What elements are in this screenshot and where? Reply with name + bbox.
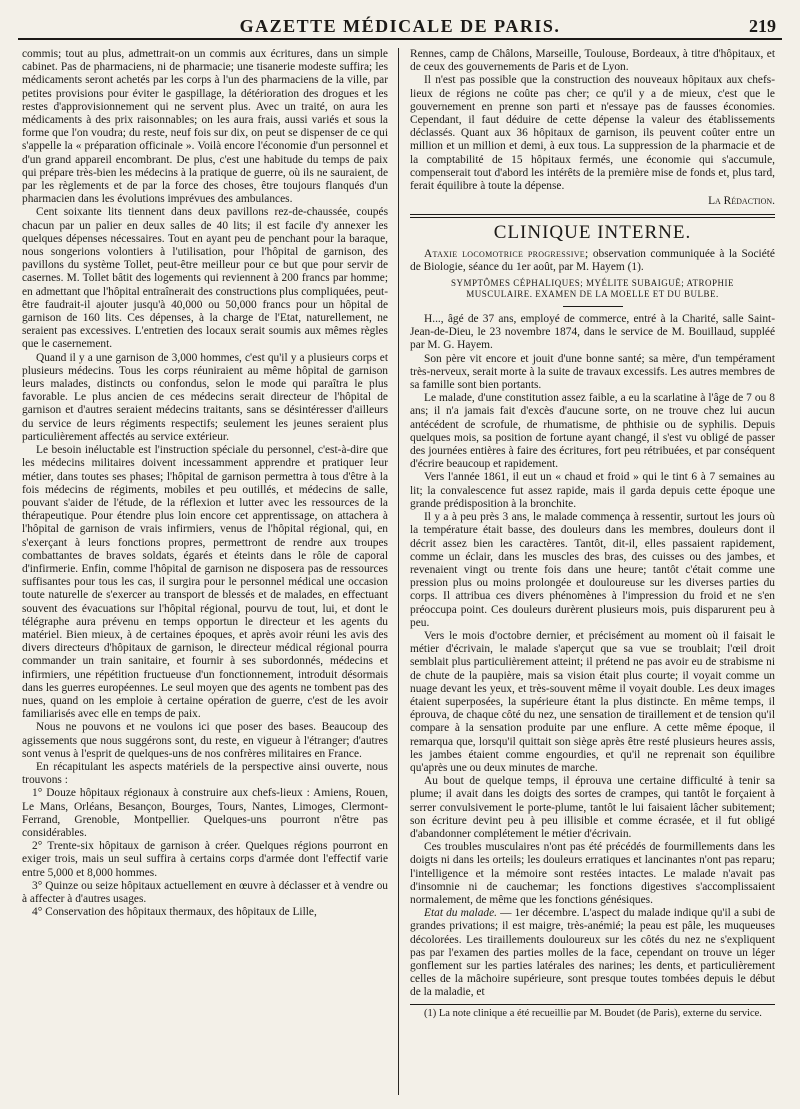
paragraph: H..., âgé de 37 ans, employé de commerce, entré à la Charité, salle Saint-Jean-de-Dieu, le 23 novembre 1874, dans le service de M. Bouillaud, suppléé par M. G. Hayem. [410, 313, 775, 352]
paragraph: Cent soixante lits tiennent dans deux pavillons rez-de-chaussée, coupés chacun par un palier en deux salles de 40 lits; il est facile d'y annexer les quelques dépenses nécessaires. Tout en ayant peu de penchant pour la baraque, nous songerions volontiers à l'utilisation, pour l'hôpital de garnison, des pavillons du système Tollet, peut-être meilleur pour ce but que pour servir de casernes. M. Tollet bâtit des logements qui reviennent à 200 francs par homme; en admettant que l'hôpital entraînerait des constructions plus compliquées, peut-être faudrait-il ajouter jusqu'à 40,000 ou 50,000 francs pour un hôpital de garnison de 160 lits. Ces dépenses, à la charge de l'Etat, naturellement, ne seraient pas excessives. L'entretien des locaux serait soumis aux mêmes règles que le casernement. [22, 206, 388, 351]
list-item: 1° Douze hôpitaux régionaux à construire aux chefs-lieux : Amiens, Rouen, Le Mans, Orléans, Besançon, Bourges, Tours, Nantes, Limoges, Clermont-Ferrand, Grenoble, Montpellier. Quelques-uns pourront n'être pas considérables. [22, 787, 388, 839]
list-item: 3° Quinze ou seize hôpitaux actuellement en œuvre à déclasser et à vendre ou à affecter à d'autres usages. [22, 879, 388, 905]
paragraph: En récapitulant les aspects matériels de la perspective ainsi ouverte, nous trouvons : [22, 760, 388, 787]
subheading-rule [563, 306, 623, 307]
page-number: 219 [749, 16, 776, 36]
column-divider [398, 48, 399, 1095]
paragraph: Ces troubles musculaires n'ont pas été précédés de fourmillements dans les doigts ni dans les orteils; les douleurs erratiques et lancinantes n'ont pas reparu; l'intelligence et la mémoire sont restées intactes. Le malade n'avait pas d'insomnie ni de cauchemar; les fonctions digestives s'accomplissaient normalement, de même que les fonctions génésiques. [410, 841, 775, 906]
paragraph: Le malade, d'une constitution assez faible, a eu la scarlatine à l'âge de 7 ou 8 ans; il n'a jamais fait d'excès d'aucune sorte, on ne trouve chez lui aucun antécédent de scrofule, de rhumatisme, de phthisie ou de syphilis. Depuis quelques mois, sa position de fortune ayant changé, il s'est vu obligé de passer des journées entières à faire des écritures, fort peu rétribuées, et par conséquent d'écrire beaucoup et rapidement. [410, 392, 775, 471]
paragraph: Il n'est pas possible que la construction des nouveaux hôpitaux aux chefs-lieux de régions ne coûte pas cher; ce qu'il y a de mieux, c'est que le gouvernement en prenne son parti et n'essaye pas de fausses économies. Cependant, il faut déduire de cette dépense la valeur des établissements déclassés. Quant aux 36 hôpitaux de garnison, ils peuvent coûter entre un million et un million et demi, à eux tous. La suppression de la pharmacie et de la comptabilité de 15 hôpitaux fermés, une économie qui s'accumule, compenserait tout d'abord les intérêts de la première mise de fonds et, plus tard, ferait équilibre à toute la dépense. [410, 74, 775, 193]
signature: La Rédaction. [708, 195, 775, 208]
article-heading-label: Ataxie locomotrice progressive; [424, 247, 589, 260]
paragraph: Il y a à peu près 3 ans, le malade commença à ressentir, surtout les jours où la température était basse, des douleurs dans les membres, douleurs dont il décrit assez bien les caractères. Tantôt, dit-il, elles passaient rapidement, comme un éclair, dans les muscles des bras, des cuisses ou des jambes, et revenaient vingt ou trente fois dans une heure; tantôt c'était comme une pression plus ou moins prolongée et douloureuse sur les diverses parties du corps. Il attribua ces divers phénomènes à l'impression du froid et ne s'en préoccupa point. Ces douleurs durèrent plusieurs mois, puis disparurent peu à peu. [410, 511, 775, 629]
paragraph: Le besoin inéluctable est l'instruction spéciale du personnel, c'est-à-dire que les médecins militaires doivent incessamment apprendre et pratiquer leur métier, dans toutes ses phases; l'hôpital de garnison permettra à tous d'être à la fois médecins de régiments, mobiles et peu outillés, et médecins de salle, pouvant s'aider de l'étude, de la réflexion et lutter avec les ressources de la thérapeutique. Pour étendre plus loin encore cet apprentissage, on attachera à l'hôpital de garnison de vrais infirmiers, venus de l'hôpital régional, qui, en s'exerçant à leurs fonctions propres, permettront de rendre aux troupes combattantes de braves soldats, égarés et éteints dans le rôle de caporal d'infirmerie. Enfin, comme l'hôpital de garnison ne disposera pas de ressources suffisantes pour tous les cas, il surgira pour le personnel médical une occasion toute naturelle de s'exercer au transport de blessés et de malades, en effectuant souvent des évacuations sur l'hôpital régional, pourvu de tout, lui, et dont le télégraphe aura prévenu en temps opportun le directeur et les agents du matériel. Bien mieux, à de certaines époques, et après avoir réuni les avis des divers directeurs d'hôpitaux de garnison, le directeur médical régional pourra commander un train sanitaire, et fournir à ses subordonnés, médecins et infirmiers, une répétition fructueuse d'un fonctionnement, introduit désormais dans les guerres européennes. Le seul moyen que des agents ne tombent pas des nues, quand on les emploie à certaine opération de guerre, c'est de les avoir familiarisés avec elle en temps de paix. [22, 444, 388, 721]
left-column [22, 48, 388, 1095]
journal-title: GAZETTE MÉDICALE DE PARIS. [239, 16, 561, 36]
footnote: (1) La note clinique a été recueillie par M. Boudet (de Paris), externe du service. [424, 1007, 762, 1019]
article-heading-text: observation communiquée à la Société de Biologie, séance du 1er août, par M. Hayem (1). [410, 247, 775, 273]
section-rule [410, 214, 775, 218]
article-heading [410, 248, 775, 274]
article-subheading: SYMPTÔMES CÉPHALIQUES; MYÉLITE SUBAIGUË; ATROPHIE MUSCULAIRE. EXAMEN DE LA MOELLE ET DU BULBE. [450, 278, 734, 300]
masthead [18, 12, 782, 40]
paragraph: Nous ne pouvons et ne voulons ici que poser des bases. Beaucoup des agissements que nous suggérons sont, du reste, en vigueur à l'étranger; d'autres sont venus à l'esprit de quelques-uns de nos confrères militaires en France. [22, 721, 388, 760]
etat-label: Etat du malade. [424, 907, 498, 920]
paragraph: Vers le mois d'octobre dernier, et précisément au moment où il faisait le métier d'écrivain, le malade s'aperçut que sa vue se troublait; l'œil droit semblait plus particulièrement atteint; il prétend ne pas avoir eu de strabisme ni de chute de la paupière, mais sa vision était plus courte; il voyait comme un nuage devant les yeux, et très-souvent même il voyait double. Les deux images étaient superposées, la supérieure étant la plus distincte. En même temps, il éprouva, de chaque côté du nez, une sensation de tiraillement et de tension qu'il compare à la sensation produite par une enflure. A cette même époque, il remarqua que, lorsqu'il quittait son siège après être resté plusieurs heures assis, les jambes étaient comme engourdies, et qu'il ne reprenait son équilibre qu'après une ou deux minutes de marche. [410, 629, 775, 774]
paragraph: Vers l'année 1861, il eut un « chaud et froid » qui le tint 6 à 7 semaines au lit; la convalescence fut assez rapide, mais il garda depuis cette époque une grande prédisposition à la bronchite. [410, 471, 775, 510]
right-column [410, 48, 775, 1095]
etat-text: — 1er décembre. L'aspect du malade indique qu'il a subi de grandes privations; il est maigre, très-anémié; la peau est pâle, les muqueuses décolorées. Les tiraillements douloureux sur les côtés du nez ne s'expliquent pas par l'examen des parties molles de la face, cependant on trouve un léger gonflement sur les parties latérales des narines; les dents, et particulièrement celles de la mâchoire supérieure, sont presque toutes tombées depuis le début de la maladie, et [410, 907, 775, 999]
paragraph: Son père vit encore et jouit d'une bonne santé; sa mère, d'un tempérament très-nerveux, serait morte à la suite de travaux excessifs. Les autres membres de sa famille sont bien portants. [410, 352, 775, 392]
paragraph: Quand il y a une garnison de 3,000 hommes, c'est qu'il y a plusieurs corps et plusieurs médecins. Tous les corps réuniraient au même hôpital de garnison leurs malades, distincts ou confondus, selon le mode qui paraîtra le plus favorable. Le plus ancien de ces médecins serait directeur de l'hôpital de garnison et d'autres seraient médecins traitants, sans se désintéresser d'ailleurs du service de leurs régiments respectifs; seulement les jeunes seraient plus particulièrement affectés au service extérieur. [22, 351, 388, 443]
list-item: 4° Conservation des hôpitaux thermaux, des hôpitaux de Lille, [32, 906, 317, 919]
paragraph: Au bout de quelque temps, il éprouva une certaine difficulté à tenir sa plume; il avait dans les doigts des sortes de crampes, qui tantôt le forçaient à serrer convulsivement le porte-plume, tantôt le lui faisaient lâcher subitement; son écriture devint peu à peu illisible et comme écrasée, et il fut obligé d'abandonner complétement le métier d'écrivain. [410, 775, 775, 840]
section-title: CLINIQUE INTERNE. [493, 222, 692, 244]
footnote-rule [410, 1004, 775, 1005]
paragraph: Rennes, camp de Châlons, Marseille, Toulouse, Bordeaux, à titre d'hôpitaux, et de ceux des gouvernements de Paris et de Lyon. [410, 48, 775, 74]
list-item: 2° Trente-six hôpitaux de garnison à créer. Quelques régions pourront en exiger trois, mais un seul suffira à certains corps d'armée dont l'effectif varie entre 5,000 et 8,000 hommes. [22, 840, 388, 879]
paragraph: commis; tout au plus, admettrait-on un commis aux écritures, dans un simple cabinet. Pas de pharmaciens, ni de pharmacie; une tisanerie modeste suffira; les médicaments seront achetés par les corps à l'un des pharmaciens de la ville, par petites provisions pour éviter le gaspillage, la détérioration des drogues et les restes d'approvisionnement qui ne servent plus. Avec un traité, on aura les médicaments à des prix raisonnables; on les aura frais, aussi variés et sous la forme que l'on voudra; du reste, neuf fois sur dix, on peut se dispenser de ce qui s'appelle la « préparation officinale ». Voilà encore l'économie d'un personnel et d'un grand appareil encombrant. De plus, c'est une habitude du temps de paix qui prépare très-bien les médecins à la pratique de guerre, où ils ne sauraient, de par les règlements et de par la force des choses, être toujours flanqués d'un pharmacien dans les évolutions imprévues des ambulances. [22, 48, 388, 206]
paragraph [410, 907, 775, 999]
